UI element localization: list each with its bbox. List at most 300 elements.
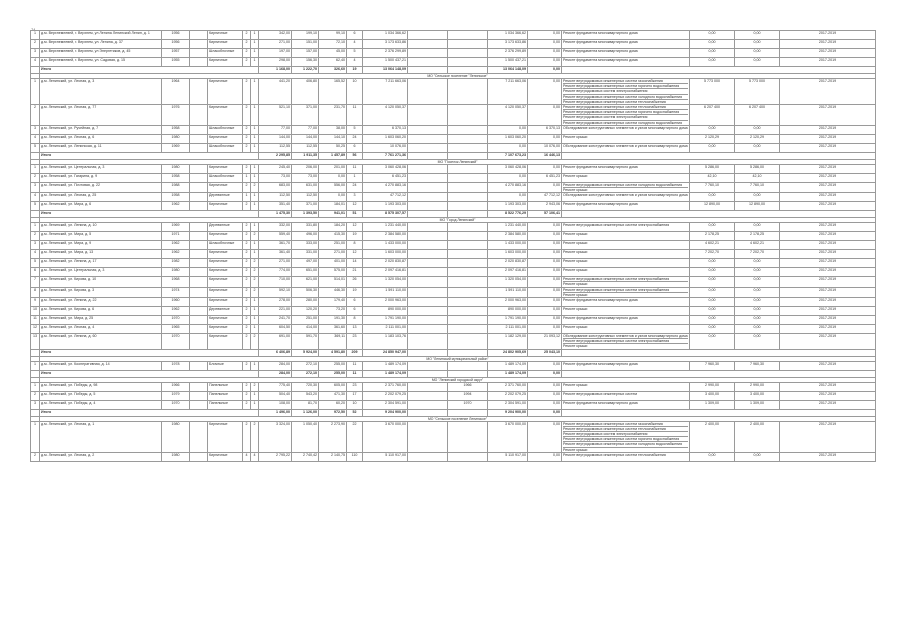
unit-cost: 2 990,00	[690, 382, 735, 391]
total-area: 108,00	[259, 400, 292, 409]
total-fund-cost: 1 489 174,09	[488, 370, 528, 377]
wall-material: Шлакоблочные	[208, 49, 243, 58]
owned-area: 0,00	[319, 193, 347, 202]
entrances-count: 1	[251, 40, 259, 49]
wall-material: Панельные	[208, 391, 243, 400]
cell-empty	[408, 67, 448, 74]
extra-year	[448, 164, 488, 173]
total-area: 241,70	[259, 316, 292, 325]
cell-empty	[408, 241, 448, 250]
cell-empty	[190, 49, 208, 58]
extra-year	[448, 287, 488, 297]
table-row	[31, 298, 876, 307]
floors-count: 2	[243, 316, 251, 325]
total-area: 144,00	[259, 134, 292, 143]
unit-cost: 0,00	[690, 277, 735, 287]
entrances-count: 2	[251, 259, 259, 268]
fund-cost: 1 603 000,00	[488, 250, 528, 259]
table-row	[31, 325, 876, 334]
wall-material: Блочные	[208, 361, 243, 370]
total-cost: 24 850 947,00	[363, 349, 408, 356]
residents-count: 10	[347, 79, 363, 105]
work-type-item: Ремонт крыши	[563, 292, 588, 297]
house-address: д.м. Ленинский, ул. Лесная, д. 6	[40, 134, 162, 143]
build-year: 1969	[162, 223, 190, 232]
table-row	[31, 31, 876, 40]
house-address: д.м. Ленинский, ул. Кирова, д. 6	[40, 307, 162, 316]
floors-count: 2	[243, 250, 251, 259]
build-year: 1970	[162, 316, 190, 325]
living-area: 543,20	[292, 391, 319, 400]
total-residents: 11	[347, 370, 363, 377]
residents-count: 23	[347, 334, 363, 350]
cell-empty	[190, 182, 208, 192]
unit-cost: 7 960,30	[690, 361, 735, 370]
section-title: МО "Сельское поселение "Ленинское"	[40, 74, 876, 79]
work-type-item: Ремонт внутридомовых инженерных систем теплоснабжения	[563, 427, 688, 432]
fund-cost: 1 500 437,21	[488, 58, 528, 67]
wall-material: Шлакоблочные	[208, 241, 243, 250]
row-number: 2	[31, 452, 40, 461]
cell-empty	[190, 316, 208, 325]
unit-cost: 0,00	[690, 334, 735, 350]
unit-cost: 2 178,25	[690, 232, 735, 241]
repair-cost: 2 000 963,00	[363, 298, 408, 307]
row-number: 1	[31, 361, 40, 370]
other-cost: 0,00	[528, 134, 562, 143]
fund-cost: 1 489 174,09	[488, 361, 528, 370]
work-types	[562, 58, 690, 67]
limit-cost: 0,00	[735, 325, 780, 334]
total-cost: 1 489 174,09	[363, 370, 408, 377]
work-types	[562, 382, 690, 391]
planned-period: 2017-2019	[780, 241, 876, 250]
total-area: 1 168,00	[259, 67, 292, 74]
work-types	[562, 134, 690, 143]
total-fund-cost: 7 107 673,23	[488, 152, 528, 159]
planned-period: 2017-2019	[780, 193, 876, 202]
owned-area: 184,01	[319, 202, 347, 211]
house-address: д.м. Ленинский, ул. Центральная, д. 3	[40, 164, 162, 173]
other-cost: 0,00	[528, 232, 562, 241]
row-number: 3	[31, 241, 40, 250]
unit-cost: 0,00	[690, 259, 735, 268]
unit-cost: 0,00	[690, 287, 735, 297]
residents-count: 24	[347, 134, 363, 143]
living-area: 371,00	[292, 202, 319, 211]
other-cost: 0,00	[528, 250, 562, 259]
build-year: 1980	[162, 268, 190, 277]
repair-cost: 2 304 591,00	[363, 400, 408, 409]
cell-empty	[190, 334, 208, 350]
living-area: 112,50	[292, 193, 319, 202]
cell-empty	[190, 202, 208, 211]
fund-cost: 1 603 060,20	[488, 134, 528, 143]
row-number: 1	[31, 421, 40, 452]
total-owned-area: 1 457,89	[319, 152, 347, 159]
owned-area: 179,40	[319, 298, 347, 307]
row-number: 12	[31, 325, 40, 334]
owned-area: 184,20	[319, 223, 347, 232]
total-cost: 9 204 900,00	[363, 409, 408, 416]
cell-empty	[408, 152, 448, 159]
house-address: д.м. Ленинский, ул. Победы, д. 4	[40, 400, 162, 409]
living-area: 333,00	[292, 241, 319, 250]
row-number: 4	[31, 134, 40, 143]
floors-count: 1	[243, 173, 251, 182]
section-title: МО "Сельское поселение Ленинское"	[40, 416, 876, 421]
cell-empty	[190, 223, 208, 232]
residents-count: 11	[347, 361, 363, 370]
living-area: 331,00	[292, 250, 319, 259]
wall-material: Шлакоблочные	[208, 173, 243, 182]
residents-count: 10	[347, 400, 363, 409]
table-row	[31, 105, 876, 126]
cell-empty	[190, 361, 208, 370]
cell-empty	[190, 391, 208, 400]
total-label: Итого	[40, 152, 259, 159]
table-row	[31, 382, 876, 391]
living-area: 651,00	[292, 268, 319, 277]
floors-count: 2	[243, 287, 251, 297]
total-row	[31, 211, 876, 218]
repair-cost: 3 670 000,00	[363, 421, 408, 452]
entrances-count: 2	[251, 232, 259, 241]
extra-year	[448, 250, 488, 259]
house-address: д.м. Ленинский, ул. Мира, д. 13	[40, 250, 162, 259]
floors-count: 2	[243, 307, 251, 316]
document-sheet	[30, 30, 875, 462]
house-address: д.м. Верхнемлевей, г. Верхнем, ул Ленина Ленинский Ленин, д. 1	[40, 31, 162, 40]
residents-count: 19	[347, 287, 363, 297]
fund-cost: 1 231 440,00	[488, 223, 528, 232]
work-types	[562, 277, 690, 287]
floors-count: 2	[243, 421, 251, 452]
extra-year	[448, 125, 488, 134]
living-area: 112,55	[292, 143, 319, 152]
cell-empty	[408, 211, 448, 218]
extra-year	[448, 58, 488, 67]
fund-cost: 2 376 299,89	[488, 49, 528, 58]
other-cost: 0,00	[528, 452, 562, 461]
living-area: 120,20	[292, 307, 319, 316]
total-fund-cost: 8 522 776,29	[488, 211, 528, 218]
total-residents: 56	[347, 152, 363, 159]
entrances-count: 1	[251, 325, 259, 334]
fund-cost: 0,00	[488, 125, 528, 134]
total-area: 521,10	[259, 105, 292, 126]
planned-period: 2017-2019	[780, 49, 876, 58]
table-row	[31, 259, 876, 268]
repair-cost: 2 202 079,25	[363, 391, 408, 400]
work-type-item: Ремонт крыши	[563, 250, 588, 255]
unit-cost: 0,00	[690, 49, 735, 58]
wall-material: Кирпичные	[208, 316, 243, 325]
table-row	[31, 134, 876, 143]
cell-empty	[408, 182, 448, 192]
work-type-item: Ремонт внутридомовых систем электроснабжения	[563, 89, 688, 94]
fund-cost: 1 791 190,00	[488, 316, 528, 325]
repair-cost: 1 183 103,76	[363, 334, 408, 350]
repair-cost: 10 076,00	[363, 143, 408, 152]
work-type-item: Ремонт фундамента многоквартирного дома	[563, 31, 638, 35]
house-address: д.м. Ленинский, ул. Победы, д. 98	[40, 382, 162, 391]
wall-material: Кирпичные	[208, 421, 243, 452]
build-year: 1962	[162, 250, 190, 259]
total-area: 3 324,00	[259, 421, 292, 452]
floors-count: 2	[243, 79, 251, 105]
fund-cost: 3 670 000,00	[488, 421, 528, 452]
other-cost: 0,00	[528, 58, 562, 67]
cell-empty	[408, 49, 448, 58]
wall-material: Кирпичные	[208, 31, 243, 40]
row-number: 4	[31, 58, 40, 67]
owned-area: 231,70	[319, 105, 347, 126]
wall-material: Деревянные	[208, 223, 243, 232]
entrances-count: 1	[251, 58, 259, 67]
fund-cost: 0,00	[488, 173, 528, 182]
entrances-count: 1	[251, 307, 259, 316]
house-address: д.м. Ленинский, ул. Лесная, д. 25	[40, 193, 162, 202]
floors-count: 2	[243, 268, 251, 277]
wall-material: Кирпичные	[208, 105, 243, 126]
fund-cost: 2 020 830,87	[488, 259, 528, 268]
total-area: 112,55	[259, 143, 292, 152]
wall-material: Кирпичные	[208, 325, 243, 334]
cell-empty	[408, 250, 448, 259]
build-year: 1974	[162, 287, 190, 297]
row-number: 2	[31, 173, 40, 182]
cell-empty	[408, 325, 448, 334]
cell-empty	[408, 31, 448, 40]
total-row	[31, 409, 876, 416]
entrances-count: 1	[251, 31, 259, 40]
build-year: 1960	[162, 298, 190, 307]
limit-cost: 0,00	[735, 58, 780, 67]
living-area: 621,00	[292, 277, 319, 287]
row-number: 11	[31, 316, 40, 325]
row-number: 5	[31, 259, 40, 268]
limit-cost: 2 120,29	[735, 134, 780, 143]
total-fund-cost: 13 064 148,09	[488, 67, 528, 74]
total-area: 441,20	[259, 79, 292, 105]
repair-cost: 1 433 000,00	[363, 241, 408, 250]
planned-period: 2017-2019	[780, 277, 876, 287]
floors-count: 2	[243, 400, 251, 409]
total-cost: 7 761 271,36	[363, 152, 408, 159]
owned-area: 72,10	[319, 40, 347, 49]
residents-count: 12	[347, 202, 363, 211]
build-year: 1964	[162, 79, 190, 105]
table-row	[31, 232, 876, 241]
other-cost: 0,00	[528, 49, 562, 58]
work-type-item: Ремонт внутридомовых инженерных систем теплоснабжения	[563, 99, 666, 104]
unit-cost: 6 207 400	[690, 105, 735, 126]
house-address: д.м. Ленинский, ул. Ленина, д. 10	[40, 223, 162, 232]
limit-cost: 0,00	[735, 298, 780, 307]
total-area: 245,40	[259, 164, 292, 173]
planned-period: 2017-2019	[780, 105, 876, 126]
owned-area: 38,00	[319, 125, 347, 134]
cell-empty	[31, 349, 40, 356]
row-number: 2	[31, 105, 40, 126]
cell-empty	[408, 223, 448, 232]
floors-count: 1	[243, 193, 251, 202]
cell-empty	[448, 370, 488, 377]
work-type-item: Ремонт крыши	[563, 325, 588, 330]
unit-cost: 0,00	[690, 307, 735, 316]
repair-cost: 3 173 633,86	[363, 40, 408, 49]
fund-cost: 0,00	[488, 193, 528, 202]
other-cost: 0,00	[528, 241, 562, 250]
extra-year	[448, 193, 488, 202]
unit-cost: 0,00	[690, 316, 735, 325]
cell-empty	[562, 211, 876, 218]
cell-empty	[31, 370, 40, 377]
owned-area: 401,00	[319, 259, 347, 268]
table-row	[31, 287, 876, 297]
planned-period: 2017-2019	[780, 202, 876, 211]
repair-cost: 1 193 303,00	[363, 202, 408, 211]
cell-empty	[190, 259, 208, 268]
house-address: д.м. Ленинский, ул. Победы, д. 5	[40, 391, 162, 400]
cell-empty	[190, 287, 208, 297]
floors-count: 2	[243, 134, 251, 143]
table-row	[31, 268, 876, 277]
residents-count: 5	[347, 125, 363, 134]
owned-area: 50,25	[319, 143, 347, 152]
owned-area: 251,00	[319, 241, 347, 250]
house-address: д.м. Верхнемлевей, г. Верхнем, ул Энергетиков, д. 45	[40, 49, 162, 58]
extra-year	[448, 307, 488, 316]
unit-cost: 0,00	[690, 193, 735, 202]
work-types	[562, 125, 690, 134]
other-cost: 0,00	[528, 164, 562, 173]
living-area: 151,00	[292, 40, 319, 49]
work-types	[562, 143, 690, 152]
owned-area: 255,00	[319, 361, 347, 370]
work-type-item: Ремонт внутридомовых инженерных систем теплоснабжения	[563, 105, 688, 110]
row-number: 3	[31, 125, 40, 134]
total-living-area: 1 126,00	[292, 409, 319, 416]
wall-material: Кирпичные	[208, 250, 243, 259]
total-other-cost: 57 106,41	[528, 211, 562, 218]
row-number: 4	[31, 250, 40, 259]
unit-cost: 5 773 000	[690, 79, 735, 105]
work-types	[562, 452, 690, 461]
house-address: д.м. Верхнемлевей, г. Верхнем, ул. Ленина, д. 37	[40, 40, 162, 49]
other-cost: 21 093,12	[528, 334, 562, 350]
total-area: 1 475,30	[259, 211, 292, 218]
owned-area: 446,30	[319, 287, 347, 297]
cell-empty	[448, 409, 488, 416]
build-year: 1982	[162, 259, 190, 268]
limit-cost: 0,00	[735, 287, 780, 297]
total-other-cost: 16 446,13	[528, 152, 562, 159]
work-type-item: Ремонт внутридомовых инженерных систем горячего водоснабжения	[563, 437, 688, 442]
cell-empty	[408, 400, 448, 409]
unit-cost: 0,00	[690, 58, 735, 67]
unit-cost: 12 890,00	[690, 202, 735, 211]
total-residents: 51	[347, 211, 363, 218]
fund-cost: 4 270 883,16	[488, 182, 528, 192]
build-year: 1970	[162, 334, 190, 350]
unit-cost: 2 400,00	[690, 421, 735, 452]
work-type-item: Ремонт крыши	[563, 188, 588, 193]
residents-count: 1	[347, 173, 363, 182]
house-address: д.м. Ленинский, ул. Лесная, д. 4	[40, 325, 162, 334]
total-row	[31, 370, 876, 377]
other-cost: 0,00	[528, 268, 562, 277]
work-type-item: Ремонт внутридомовых инженерных систем горячего водоснабжения	[563, 84, 688, 89]
residents-count: 110	[347, 452, 363, 461]
fund-cost: 5 110 917,00	[488, 452, 528, 461]
wall-material: Кирпичные	[208, 202, 243, 211]
table-row	[31, 307, 876, 316]
work-types	[562, 105, 690, 126]
cell-empty	[31, 211, 40, 218]
unit-cost: 4 602,21	[690, 241, 735, 250]
work-type-item: Ремонт фундамента многоквартирного дома	[563, 164, 638, 169]
work-type-item: Ремонт внутридомовых инженерных систем холодного водоснабжения	[563, 183, 688, 188]
repair-cost: 2 371 760,00	[363, 382, 408, 391]
total-owned-area: 255,00	[319, 370, 347, 377]
row-number: 1	[31, 79, 40, 105]
total-area: 504,40	[259, 391, 292, 400]
other-cost: 10 076,00	[528, 143, 562, 152]
residents-count: 13	[347, 325, 363, 334]
wall-material: Кирпичные	[208, 287, 243, 297]
cell-empty	[190, 400, 208, 409]
work-type-item: Ремонт крыши	[563, 307, 588, 312]
floors-count: 2	[243, 259, 251, 268]
total-area: 6 406,89	[259, 349, 292, 356]
total-area: 271,00	[259, 40, 292, 49]
unit-cost: 5 286,00	[690, 164, 735, 173]
table-row	[31, 400, 876, 409]
build-year: 1962	[162, 307, 190, 316]
total-fund-cost: 24 802 905,69	[488, 349, 528, 356]
limit-cost: 0,00	[735, 193, 780, 202]
cell-empty	[408, 259, 448, 268]
work-type-item: Ремонт крыши	[563, 173, 588, 178]
cell-empty	[190, 325, 208, 334]
house-address: д.м. Ленинский, ул. Мира, д. 9	[40, 241, 162, 250]
cell-empty	[448, 67, 488, 74]
other-cost: 6 370,13	[528, 125, 562, 134]
entrances-count: 2	[251, 421, 259, 452]
fund-cost: 2 000 963,00	[488, 298, 528, 307]
planned-period: 2017-2019	[780, 125, 876, 134]
build-year: 1968	[162, 277, 190, 287]
cell-empty	[408, 409, 448, 416]
cell-empty	[190, 193, 208, 202]
entrances-count: 2	[251, 382, 259, 391]
cell-empty	[190, 241, 208, 250]
build-year: 1980	[162, 134, 190, 143]
cell-empty	[408, 452, 448, 461]
cell-empty	[190, 134, 208, 143]
entrances-count: 1	[251, 193, 259, 202]
repair-cost: 2 384 580,00	[363, 232, 408, 241]
cell-empty	[408, 298, 448, 307]
cell-empty	[448, 211, 488, 218]
work-type-item: Ремонт внутридомовых систем электроснабжения	[563, 115, 688, 120]
planned-period: 2017-2019	[780, 31, 876, 40]
cell-empty	[190, 421, 208, 452]
table-row	[31, 58, 876, 67]
work-type-item: Ремонт крыши	[563, 134, 588, 139]
